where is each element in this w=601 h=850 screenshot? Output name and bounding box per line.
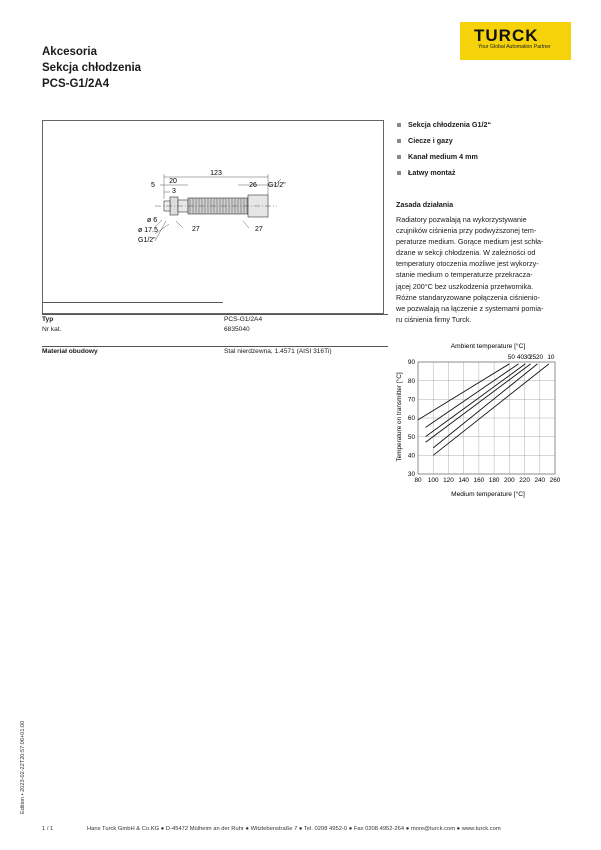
material-label: Materiał obudowy	[42, 348, 98, 355]
series-line	[426, 364, 531, 442]
table-rule	[42, 346, 388, 347]
feature-list	[396, 120, 566, 184]
series-label: 10	[547, 354, 555, 361]
y-tick-label: 30	[407, 471, 415, 479]
y-tick-label: 50	[407, 433, 415, 441]
x-axis-label: Medium temperature [°C]	[451, 491, 525, 498]
x-tick-label: 80	[414, 477, 422, 484]
technical-drawing	[43, 121, 383, 313]
company-address: Hans Turck GmbH & Co.KG ● D-45472 Mülheim an der Ruhr ● Witzlebenstraße 7 ● Tel. 0208 4952-0 ● Fax 0208 4952-264 ● more@turck.com ● www.turck.com	[87, 826, 501, 832]
series-line	[433, 364, 549, 455]
thread-left-label: G1/2"	[138, 237, 156, 244]
page-title	[42, 44, 141, 92]
chart-title: Ambient temperature [°C]	[450, 343, 526, 350]
footer	[42, 826, 501, 832]
material-value: Stal nierdzewna, 1.4571 (AISI 316Ti)	[224, 348, 332, 355]
x-tick-label: 140	[458, 477, 470, 484]
x-tick-label: 220	[519, 477, 530, 484]
wrench-27-b: 27	[255, 226, 263, 233]
edition-text: Edition • 2023-02-22T20:57:06+01:00	[20, 720, 26, 814]
x-tick-label: 120	[443, 477, 454, 484]
x-tick-label: 260	[549, 477, 561, 484]
bullet-square-icon	[397, 171, 401, 175]
dim-26: 26	[249, 182, 257, 189]
thread-right-label: G1/2"	[268, 182, 286, 189]
series-label: 40	[516, 354, 525, 361]
turck-logo	[460, 22, 571, 60]
dim-5: 5	[151, 182, 155, 189]
principle-heading: Zasada działania	[396, 200, 454, 209]
x-tick-label: 200	[503, 477, 515, 484]
series-label: 30	[523, 354, 531, 361]
dia-17-5-label: ø 17.5	[138, 227, 158, 234]
x-tick-label: 100	[427, 477, 439, 484]
logo-tagline: Your Global Automation Partner	[478, 44, 551, 50]
title-line-1: Akcesoria	[42, 46, 97, 58]
bullet-square-icon	[397, 139, 401, 143]
series-line	[433, 364, 537, 448]
feature-item: Ciecze i gazy	[396, 136, 566, 152]
series-line	[426, 364, 526, 437]
divider	[42, 302, 223, 303]
principle-text: Radiatory pozwalają na wykorzystywanie czujników ciśnienia przy podwyższonej tem- peraturze medium. Gorące medium jest schła- dzane w sekcji chłodzenia. W zależności od temperatury otoczenia możliwe jest wykorzy- stanie medium o temperaturze przekracza- jącej 200°C bez uszkodzenia przetwornika. Różne standaryzowane połączenia ciśnienio- we pozwalają na łączenie z systemami pomia- ru ciśnienia firmy Turck.	[396, 215, 544, 324]
temperature-chart	[392, 338, 570, 500]
dim-3: 3	[172, 188, 176, 195]
table-top-rule	[42, 314, 388, 315]
feature-item: Kanał medium 4 mm	[396, 152, 566, 168]
x-tick-label: 160	[473, 477, 485, 484]
series-label: 25	[529, 354, 537, 361]
title-line-2: Sekcja chłodzenia	[42, 62, 142, 74]
feature-item: Sekcja chłodzenia G1/2“	[396, 120, 566, 136]
bullet-square-icon	[397, 155, 401, 159]
logo-word: TURCK	[474, 26, 539, 45]
series-label: 50	[507, 354, 515, 361]
id-value: 6835040	[224, 326, 250, 333]
feature-item: Łatwy montaż	[396, 168, 566, 184]
dim-123: 123	[210, 170, 222, 177]
y-tick-label: 70	[407, 396, 415, 404]
chart-ticks	[408, 354, 561, 484]
type-label: Typ	[42, 316, 54, 323]
series-label: 20	[535, 354, 544, 361]
y-tick-label: 40	[407, 452, 415, 460]
x-tick-label: 240	[534, 477, 546, 484]
dia-6-label: ø 6	[147, 217, 158, 224]
y-axis-label: Temperature on transmitter [°C]	[396, 372, 403, 462]
y-tick-label: 80	[407, 377, 415, 385]
y-tick-label: 60	[407, 415, 415, 423]
dim-20: 20	[169, 178, 177, 185]
page-number: 1 / 1	[42, 826, 54, 832]
technical-drawing-frame	[42, 120, 384, 314]
type-value: PCS-G1/2A4	[224, 316, 263, 323]
x-tick-label: 180	[488, 477, 500, 484]
wrench-27-a: 27	[192, 226, 200, 233]
y-tick-label: 90	[407, 359, 415, 367]
bullet-square-icon	[397, 123, 401, 127]
chart-lines	[418, 364, 549, 455]
id-label: Nr kat.	[42, 326, 62, 333]
chart-svg	[392, 338, 570, 500]
title-line-3: PCS-G1/2A4	[42, 78, 110, 90]
